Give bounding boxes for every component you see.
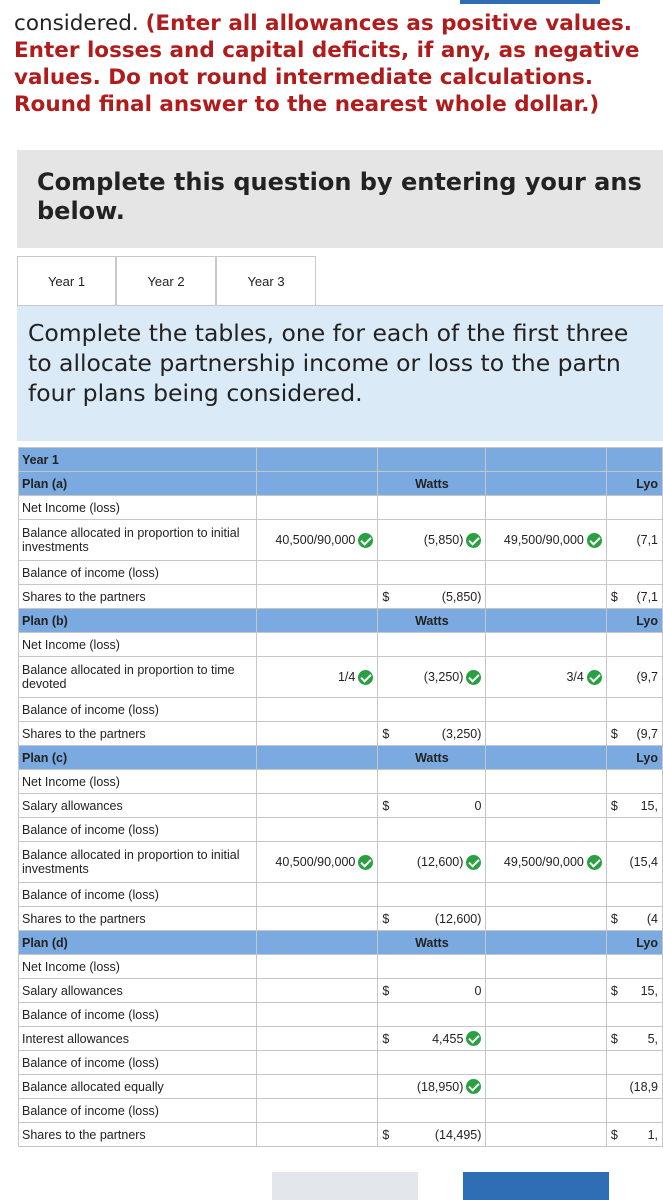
row-label: Salary allowances [19, 794, 257, 818]
c3-cell [486, 746, 606, 770]
cell-value: 49,500/90,000 [503, 855, 584, 869]
c1-cell [256, 794, 378, 818]
c3-cell [486, 609, 606, 633]
cell-value: 40,500/90,000 [275, 533, 356, 547]
c3-cell[interactable] [486, 657, 606, 698]
cell-value: (3,250) [441, 726, 482, 741]
row-label: Net Income (loss) [19, 770, 257, 794]
c1-cell [256, 1051, 378, 1075]
c1-cell [256, 955, 378, 979]
row-label: Shares to the partners [19, 722, 257, 746]
row-label: Balance of income (loss) [19, 818, 257, 842]
c3-cell [486, 883, 606, 907]
cell-value: (7,1 [636, 533, 658, 547]
c3-cell [486, 955, 606, 979]
tab-year-1[interactable]: Year 1 [17, 256, 116, 306]
c3-cell [486, 1027, 606, 1051]
table-row [19, 842, 663, 883]
cell-value: (4 [646, 911, 658, 926]
plan-header-row [19, 931, 663, 955]
cell-value: (14,495) [434, 1127, 482, 1142]
cell-value: (12,600) [416, 855, 464, 869]
instructions [14, 10, 654, 118]
c4-cell[interactable] [606, 722, 662, 746]
c4-cell [606, 633, 662, 657]
instruction-panel-text: Complete the tables, one for each of the first three to allocate partnership income or loss to the partn four plans being considered. [28, 319, 629, 407]
dollar-sign: $ [382, 589, 390, 604]
dollar-sign: $ [610, 911, 618, 926]
top-accent-bar [460, 0, 600, 4]
c3-cell [486, 979, 606, 1003]
row-label: Balance of income (loss) [19, 883, 257, 907]
c4-cell[interactable] [606, 842, 662, 883]
c3-cell [486, 633, 606, 657]
dollar-sign: $ [382, 798, 390, 813]
c4-cell [606, 496, 662, 520]
partner-name: Watts [415, 935, 449, 950]
cell-value: 15, [640, 798, 658, 813]
c3-cell [486, 1123, 606, 1147]
c3-cell [486, 1099, 606, 1123]
row-label: Balance of income (loss) [19, 698, 257, 722]
check-icon [466, 1079, 481, 1094]
question-box [17, 150, 663, 248]
c1-cell [256, 698, 378, 722]
row-label: Plan (a) [19, 472, 257, 496]
c3-cell [486, 907, 606, 931]
row-label: Net Income (loss) [19, 955, 257, 979]
c1-cell [256, 561, 378, 585]
plan-header-row [19, 472, 663, 496]
c4-cell[interactable] [606, 1123, 662, 1147]
table-row [19, 907, 663, 931]
c2-cell [378, 698, 486, 722]
c3-cell [486, 1075, 606, 1099]
partner-name: Lyo [636, 750, 658, 765]
dollar-sign: $ [610, 1031, 618, 1046]
c3-cell [486, 794, 606, 818]
table-row [19, 585, 663, 609]
c1-cell [256, 1003, 378, 1027]
c3-cell[interactable] [486, 842, 606, 883]
c3-cell [486, 585, 606, 609]
table-row [19, 520, 663, 561]
c2-cell [378, 1099, 486, 1123]
c2-cell[interactable] [378, 979, 486, 1003]
cell-value: (12,600) [434, 911, 482, 926]
instructions-red: (Enter all allowances as positive values. Enter losses and capital deficits, if any, as negative values. Do not round intermediate calculations. Round final answer to the nearest whole dollar.) [14, 11, 640, 117]
cell-value: 40,500/90,000 [275, 855, 356, 869]
c2-cell[interactable] [378, 1123, 486, 1147]
cell-value: 4,455 [432, 1031, 464, 1046]
c2-cell[interactable] [378, 907, 486, 931]
cell-value: (7,1 [636, 589, 658, 604]
c2-cell [378, 609, 486, 633]
c1-cell [256, 609, 378, 633]
c3-cell [486, 931, 606, 955]
row-label: Balance of income (loss) [19, 1003, 257, 1027]
table-row [19, 794, 663, 818]
year-header-row [19, 448, 663, 472]
allocation-table [18, 447, 663, 1147]
c4-cell [606, 1003, 662, 1027]
table-row [19, 657, 663, 698]
c2-cell[interactable] [378, 1075, 486, 1099]
plan-header-row [19, 746, 663, 770]
row-label: Salary allowances [19, 979, 257, 1003]
c2-cell [378, 955, 486, 979]
c4-cell [606, 1099, 662, 1123]
c4-cell [606, 770, 662, 794]
c3-cell[interactable] [486, 520, 606, 561]
c4-cell[interactable] [606, 657, 662, 698]
table-row [19, 633, 663, 657]
dollar-sign: $ [610, 726, 618, 741]
c2-cell [378, 561, 486, 585]
cell-value: 0 [474, 798, 482, 813]
c2-cell[interactable] [378, 585, 486, 609]
c2-cell [378, 496, 486, 520]
c1-cell [256, 496, 378, 520]
table-row [19, 1027, 663, 1051]
cell-value: (5,850) [423, 533, 464, 547]
c3-cell [486, 1051, 606, 1075]
c1-cell [256, 979, 378, 1003]
c1-cell [256, 1099, 378, 1123]
row-label: Balance allocated equally [19, 1075, 257, 1099]
table-row [19, 818, 663, 842]
c1-cell [256, 472, 378, 496]
cell-value: 49,500/90,000 [503, 533, 584, 547]
c4-cell [606, 698, 662, 722]
c2-cell[interactable] [378, 520, 486, 561]
c4-cell [606, 746, 662, 770]
check-icon [466, 670, 481, 685]
c3-cell [486, 1003, 606, 1027]
table-row [19, 883, 663, 907]
c1-cell[interactable] [256, 520, 378, 561]
c4-cell [606, 955, 662, 979]
cell-value: 3/4 [566, 670, 584, 684]
c1-cell [256, 931, 378, 955]
c4-cell[interactable] [606, 1027, 662, 1051]
partner-name: Watts [415, 476, 449, 491]
c4-cell[interactable] [606, 794, 662, 818]
table-row [19, 1003, 663, 1027]
cell-value: (9,7 [636, 670, 658, 684]
c4-cell [606, 931, 662, 955]
check-icon [358, 670, 373, 685]
table-row [19, 1051, 663, 1075]
c2-cell [378, 1003, 486, 1027]
cell-value: (18,9 [629, 1079, 658, 1094]
instruction-panel [17, 305, 663, 441]
row-label: Balance of income (loss) [19, 561, 257, 585]
table-row [19, 770, 663, 794]
dollar-sign: $ [382, 911, 390, 926]
check-icon [358, 533, 373, 548]
cell-value: (5,850) [441, 589, 482, 604]
cell-value: (9,7 [636, 726, 658, 741]
c1-cell [256, 907, 378, 931]
dollar-sign: $ [382, 983, 390, 998]
prev-button[interactable] [272, 1172, 418, 1200]
cell-value: (3,250) [423, 670, 464, 684]
row-label: Balance of income (loss) [19, 1099, 257, 1123]
c2-cell [378, 818, 486, 842]
table-row [19, 698, 663, 722]
question-box-text: Complete this question by entering your ans below. [37, 168, 642, 225]
c1-cell [256, 1075, 378, 1099]
partner-name: Lyo [636, 476, 658, 491]
cell-value: 5, [647, 1031, 658, 1046]
c2-cell [378, 472, 486, 496]
c1-cell[interactable] [256, 657, 378, 698]
c3-cell [486, 722, 606, 746]
c2-cell[interactable] [378, 842, 486, 883]
c4-cell[interactable] [606, 520, 662, 561]
c2-cell[interactable] [378, 722, 486, 746]
c3-cell [486, 561, 606, 585]
cell-value: 1, [647, 1127, 658, 1142]
row-label: Net Income (loss) [19, 496, 257, 520]
c4-cell [606, 609, 662, 633]
c3-cell [486, 770, 606, 794]
check-icon [587, 855, 602, 870]
c3-cell [486, 818, 606, 842]
c2-cell[interactable] [378, 1027, 486, 1051]
c1-cell [256, 633, 378, 657]
partner-name: Watts [415, 613, 449, 628]
c1-cell[interactable] [256, 842, 378, 883]
c1-cell [256, 818, 378, 842]
table-row [19, 561, 663, 585]
dollar-sign: $ [610, 983, 618, 998]
c3-cell [486, 698, 606, 722]
c4-cell[interactable] [606, 1075, 662, 1099]
c2-cell [378, 770, 486, 794]
check-icon [587, 533, 602, 548]
cell-value: 15, [640, 983, 658, 998]
partner-name: Watts [415, 750, 449, 765]
row-label: Plan (b) [19, 609, 257, 633]
tab-year-2[interactable]: Year 2 [116, 256, 216, 306]
row-label: Plan (c) [19, 746, 257, 770]
c2-cell[interactable] [378, 794, 486, 818]
c1-cell [256, 585, 378, 609]
c2-cell [378, 1051, 486, 1075]
c4-cell [606, 818, 662, 842]
row-label: Shares to the partners [19, 585, 257, 609]
row-label: Shares to the partners [19, 907, 257, 931]
dollar-sign: $ [610, 589, 618, 604]
row-label: Interest allowances [19, 1027, 257, 1051]
c2-cell [378, 931, 486, 955]
tab-year-3[interactable]: Year 3 [216, 256, 316, 306]
cell-value: (18,950) [416, 1079, 464, 1094]
c4-cell[interactable] [606, 907, 662, 931]
table-row [19, 1075, 663, 1099]
dollar-sign: $ [382, 726, 390, 741]
c1-cell [256, 1027, 378, 1051]
row-label: Balance allocated in proportion to initial investments [19, 842, 257, 883]
row-label: Net Income (loss) [19, 633, 257, 657]
table-row [19, 955, 663, 979]
table-row [19, 1123, 663, 1147]
dollar-sign: $ [382, 1031, 390, 1046]
c4-cell [606, 561, 662, 585]
dollar-sign: $ [382, 1127, 390, 1142]
c4-cell[interactable] [606, 585, 662, 609]
check-icon [466, 533, 481, 548]
instructions-plain: considered. [14, 11, 146, 36]
c4-cell [606, 1051, 662, 1075]
c1-cell [256, 770, 378, 794]
c2-cell [378, 746, 486, 770]
table-row [19, 979, 663, 1003]
dollar-sign: $ [610, 1127, 618, 1142]
c4-cell[interactable] [606, 979, 662, 1003]
check-icon [587, 670, 602, 685]
next-button[interactable] [463, 1172, 609, 1200]
check-icon [466, 855, 481, 870]
c2-cell[interactable] [378, 657, 486, 698]
row-label: Balance of income (loss) [19, 1051, 257, 1075]
cell-value: 1/4 [337, 670, 356, 684]
c1-cell [256, 1123, 378, 1147]
row-label: Balance allocated in proportion to initial investments [19, 520, 257, 561]
c1-cell [256, 746, 378, 770]
cell-value: 0 [474, 983, 482, 998]
table-row [19, 496, 663, 520]
row-label: Shares to the partners [19, 1123, 257, 1147]
table-row [19, 722, 663, 746]
cell-value: (15,4 [629, 855, 658, 869]
c2-cell [378, 633, 486, 657]
c3-cell [486, 472, 606, 496]
row-label: Plan (d) [19, 931, 257, 955]
c4-cell [606, 883, 662, 907]
dollar-sign: $ [610, 798, 618, 813]
partner-name: Lyo [636, 935, 658, 950]
c4-cell [606, 472, 662, 496]
row-label: Balance allocated in proportion to time devoted [19, 657, 257, 698]
table-row [19, 1099, 663, 1123]
c1-cell [256, 722, 378, 746]
check-icon [466, 1031, 481, 1046]
partner-name: Lyo [636, 613, 658, 628]
check-icon [358, 855, 373, 870]
c3-cell [486, 496, 606, 520]
c2-cell [378, 883, 486, 907]
plan-header-row [19, 609, 663, 633]
year-label: Year 1 [19, 448, 257, 472]
c1-cell [256, 883, 378, 907]
